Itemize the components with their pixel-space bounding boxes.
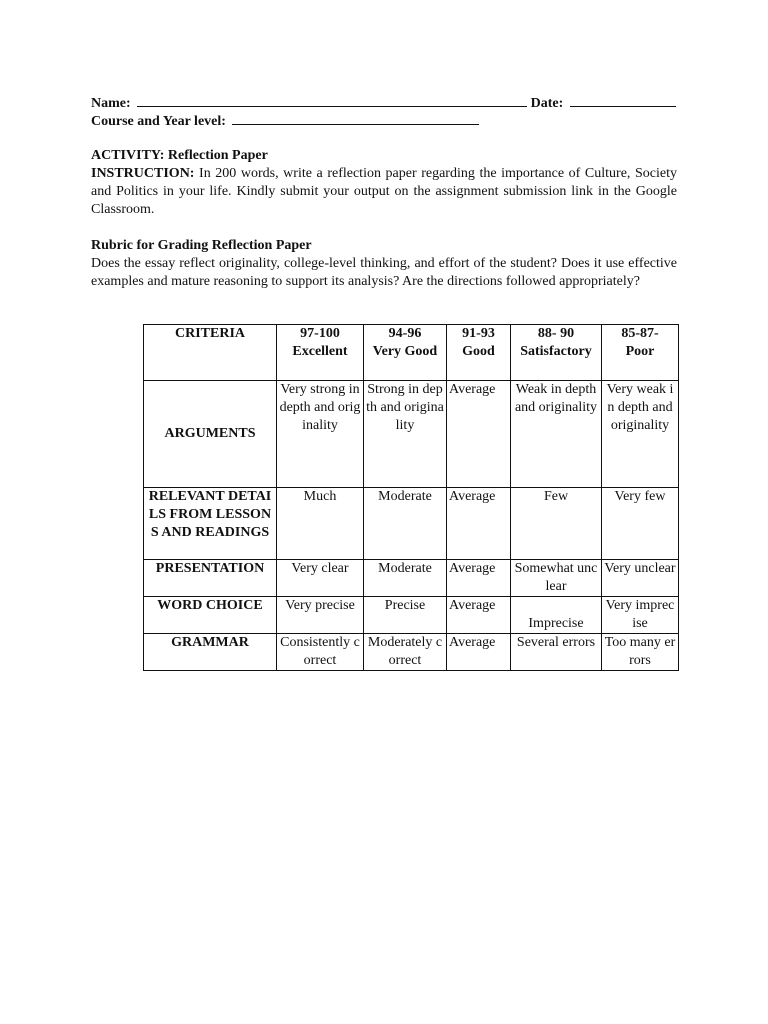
course-blank [232, 112, 479, 125]
rating-cell: Moderate [364, 560, 447, 597]
table-row [144, 488, 679, 560]
header-row [144, 325, 679, 381]
rating-cell: Too many errors [602, 634, 679, 671]
header-cell-very-good: 94-96 Very Good [364, 325, 447, 381]
table-row [144, 634, 679, 671]
rating-cell: Very precise [277, 597, 364, 634]
date-blank [570, 94, 676, 107]
header-cell-good: 91-93 Good [447, 325, 511, 381]
rating-cell: Precise [364, 597, 447, 634]
rating-cell: Much [277, 488, 364, 560]
table-row [144, 381, 679, 488]
activity-title: ACTIVITY: Reflection Paper [91, 148, 268, 163]
rating-cell: Imprecise [511, 597, 602, 634]
rating-cell: Consistently correct [277, 634, 364, 671]
instruction-text: In 200 words, write a reflection paper regarding the importance of Culture, Society and Politics in your life. Kindly submit your output on the assignment submission link in the Google Classroom. [91, 166, 677, 217]
instruction-paragraph [91, 165, 677, 219]
criterion-cell: GRAMMAR [144, 634, 277, 671]
rating-cell: Very few [602, 488, 679, 560]
rating-cell: Strong in depth and originality [364, 381, 447, 488]
name-label: Name: [91, 96, 131, 111]
name-date-line [91, 94, 677, 113]
rating-cell: Very unclear [602, 560, 679, 597]
date-label: Date: [530, 96, 564, 111]
rating-cell: Average [447, 597, 511, 634]
rating-cell: Several errors [511, 634, 602, 671]
table-row [144, 560, 679, 597]
criterion-cell: WORD CHOICE [144, 597, 277, 634]
rating-cell: Somewhat unclear [511, 560, 602, 597]
rating-cell: Very strong in depth and originality [277, 381, 364, 488]
header-cell-excellent: 97-100 Excellent [277, 325, 364, 381]
name-blank [137, 94, 527, 107]
course-line [91, 112, 677, 131]
rating-cell: Very weak in depth and originality [602, 381, 679, 488]
criterion-cell: RELEVANT DETAILS FROM LESSONS AND READINGS [144, 488, 277, 560]
table-row [144, 597, 679, 634]
rating-cell: Moderately correct [364, 634, 447, 671]
header-cell-criteria: CRITERIA [144, 325, 277, 381]
rating-cell: Very imprecise [602, 597, 679, 634]
rubric-title: Rubric for Grading Reflection Paper [91, 238, 312, 253]
rating-cell: Average [447, 381, 511, 488]
rating-cell: Average [447, 634, 511, 671]
criterion-cell: ARGUMENTS [144, 381, 277, 488]
rating-cell: Average [447, 488, 511, 560]
rubric-table [143, 324, 679, 671]
rating-cell: Very clear [277, 560, 364, 597]
criterion-cell: PRESENTATION [144, 560, 277, 597]
header-cell-poor: 85-87- Poor [602, 325, 679, 381]
instruction-label: INSTRUCTION: [91, 166, 195, 181]
rating-cell: Weak in depth and originality [511, 381, 602, 488]
header-cell-satisfactory: 88- 90 Satisfactory [511, 325, 602, 381]
course-label: Course and Year level: [91, 114, 226, 129]
rating-cell: Moderate [364, 488, 447, 560]
rubric-description: Does the essay reflect originality, college-level thinking, and effort of the student? Does it use effective examples and mature reasoning to support its analysis? Are the directions followed appropriately? [91, 256, 677, 289]
rating-cell: Few [511, 488, 602, 560]
rating-cell: Average [447, 560, 511, 597]
